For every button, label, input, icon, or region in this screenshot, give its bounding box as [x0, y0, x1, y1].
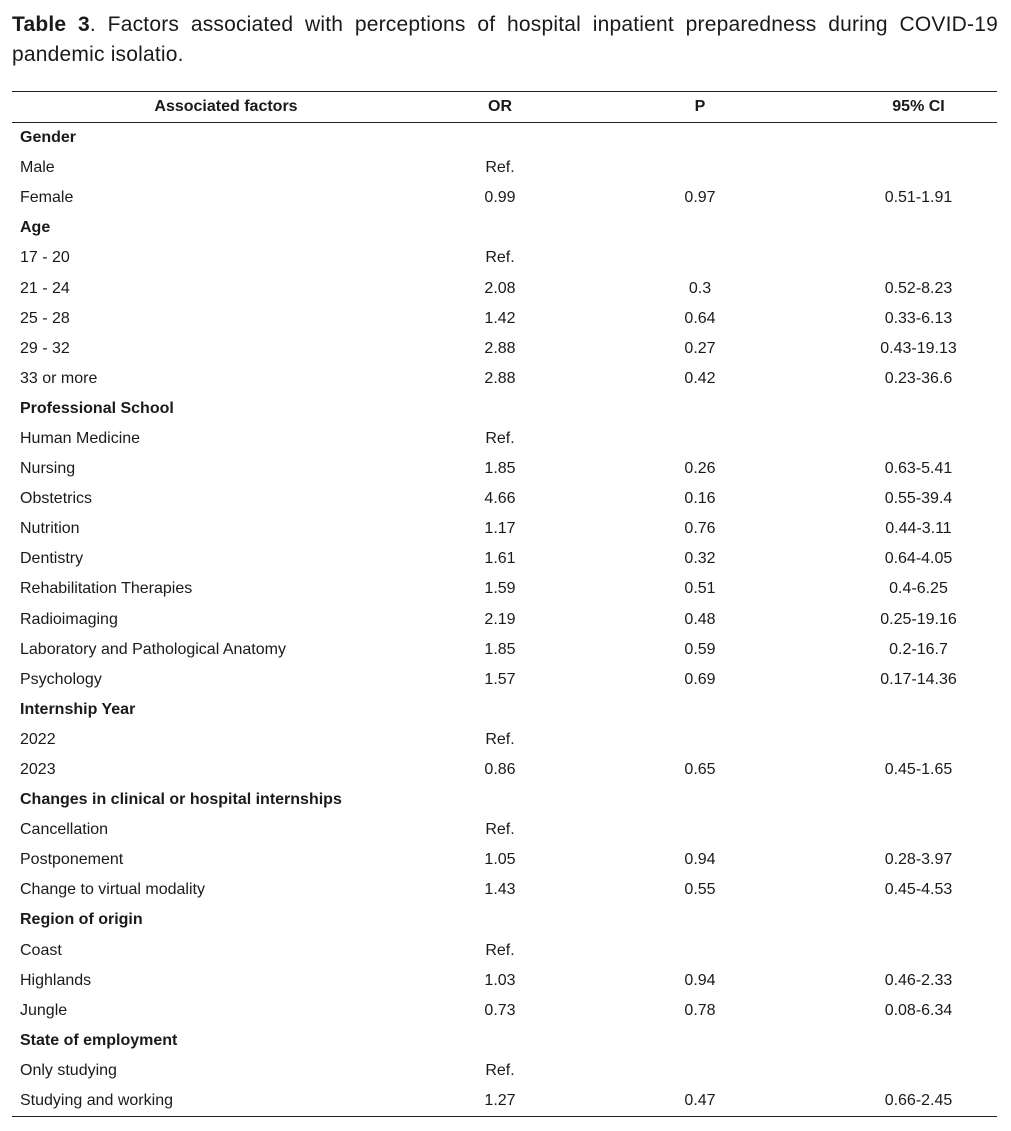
- ci-cell: 0.51-1.91: [884, 189, 953, 207]
- ci-cell: 0.45-4.53: [884, 881, 953, 899]
- ci-cell: [840, 123, 997, 154]
- factor-cell: Rehabilitation Therapies: [20, 580, 193, 598]
- factor-cell: Obstetrics: [20, 490, 93, 508]
- ci-cell: [840, 424, 997, 454]
- or-cell: Ref.: [485, 1061, 515, 1079]
- factor-cell: Psychology: [20, 670, 102, 688]
- p-value-cell: 0.94: [684, 971, 716, 989]
- group-header-row: [12, 785, 997, 815]
- ci-cell: [840, 394, 997, 424]
- factor-cell: Studying and working: [12, 1086, 440, 1117]
- p-value-cell: 0.69: [684, 670, 716, 688]
- table-row: [12, 845, 997, 875]
- header-or: OR: [440, 92, 560, 123]
- p-value-cell: 0.42: [684, 369, 716, 387]
- or-cell: [440, 123, 560, 154]
- table-row: [12, 243, 997, 273]
- p-value-cell: [560, 1026, 840, 1056]
- or-cell: Ref.: [485, 821, 515, 839]
- or-cell: Ref.: [485, 159, 515, 177]
- factor-cell: Laboratory and Pathological Anatomy: [20, 640, 286, 658]
- or-cell: 0.73: [484, 1001, 516, 1019]
- factor-cell: Postponement: [20, 851, 124, 869]
- factor-cell: Internship Year: [20, 700, 136, 718]
- or-cell: 2.88: [484, 339, 516, 357]
- group-header-row: [12, 123, 997, 154]
- p-value-cell: [560, 394, 840, 424]
- table-row: [12, 304, 997, 334]
- factor-cell: Coast: [20, 941, 62, 959]
- or-cell: 1.57: [484, 670, 516, 688]
- factor-cell: 2022: [20, 730, 56, 748]
- or-cell: 1.42: [484, 309, 516, 327]
- ci-cell: 0.55-39.4: [884, 490, 953, 508]
- table-row: [12, 364, 997, 394]
- p-value-cell: 0.55: [684, 881, 716, 899]
- table-label: Table 3: [12, 13, 90, 36]
- ci-cell: [840, 243, 997, 273]
- header-ci: 95% CI: [840, 92, 997, 123]
- or-cell: [440, 785, 560, 815]
- p-value-cell: 0.26: [684, 460, 716, 478]
- p-value-cell: 0.27: [684, 339, 716, 357]
- ci-cell: 0.33-6.13: [884, 309, 953, 327]
- table-caption: [12, 10, 998, 70]
- table-row: [12, 183, 997, 213]
- or-cell: 2.88: [484, 369, 516, 387]
- factor-cell: Age: [20, 219, 51, 237]
- table-row: [12, 635, 997, 665]
- ci-cell: 0.25-19.16: [880, 610, 957, 628]
- or-cell: [440, 695, 560, 725]
- group-header-row: [12, 1026, 997, 1056]
- p-value-cell: [560, 213, 840, 243]
- group-header-row: [12, 905, 997, 935]
- or-cell: Ref.: [485, 249, 515, 267]
- ci-cell: 0.4-6.25: [889, 580, 948, 598]
- or-cell: [440, 905, 560, 935]
- table-row: [12, 665, 997, 695]
- table-row: [12, 936, 997, 966]
- or-cell: [440, 1026, 560, 1056]
- or-cell: 2.08: [484, 279, 516, 297]
- or-cell: 1.03: [484, 971, 516, 989]
- ci-cell: 0.17-14.36: [880, 670, 957, 688]
- or-cell: 2.19: [484, 610, 516, 628]
- or-cell: Ref.: [485, 429, 515, 447]
- ci-cell: 0.64-4.05: [884, 550, 953, 568]
- ci-cell: [840, 1056, 997, 1086]
- factor-cell: Nutrition: [20, 520, 80, 538]
- factor-cell: Highlands: [20, 971, 92, 989]
- ci-cell: 0.52-8.23: [884, 279, 953, 297]
- or-cell: 1.17: [484, 520, 516, 538]
- table-row: [12, 1086, 997, 1117]
- factor-cell: Dentistry: [20, 550, 84, 568]
- table-row: [12, 424, 997, 454]
- factor-cell: Changes in clinical or hospital internships: [20, 791, 342, 809]
- p-value-cell: [560, 243, 840, 273]
- ci-cell: [840, 1026, 997, 1056]
- factor-cell: Jungle: [20, 1001, 68, 1019]
- table-row: [12, 1056, 997, 1086]
- p-value-cell: 0.76: [684, 520, 716, 538]
- p-value-cell: 0.64: [684, 309, 716, 327]
- factor-cell: Change to virtual modality: [20, 881, 205, 899]
- table-row: [12, 153, 997, 183]
- ci-cell: 0.46-2.33: [884, 971, 953, 989]
- factor-cell: 2023: [20, 761, 56, 779]
- or-cell: Ref.: [485, 730, 515, 748]
- ci-cell: 0.28-3.97: [884, 851, 953, 869]
- p-value-cell: 0.47: [560, 1086, 840, 1117]
- or-cell: [440, 213, 560, 243]
- table-row: [12, 544, 997, 574]
- p-value-cell: 0.65: [684, 761, 716, 779]
- or-cell: 1.05: [484, 851, 516, 869]
- table-header-row: [12, 92, 997, 123]
- group-header-row: [12, 695, 997, 725]
- or-cell: [440, 394, 560, 424]
- factor-cell: 17 - 20: [20, 249, 70, 267]
- p-value-cell: [560, 785, 840, 815]
- table-row: [12, 574, 997, 604]
- or-cell: 4.66: [484, 490, 516, 508]
- factor-cell: 25 - 28: [20, 309, 70, 327]
- ci-cell: 0.45-1.65: [884, 761, 953, 779]
- factor-cell: 21 - 24: [20, 279, 70, 297]
- factor-cell: Male: [20, 159, 55, 177]
- factor-cell: Region of origin: [20, 911, 143, 929]
- p-value-cell: [560, 695, 840, 725]
- p-value-cell: [560, 905, 840, 935]
- table-row: [12, 334, 997, 364]
- ci-cell: [840, 695, 997, 725]
- p-value-cell: [560, 936, 840, 966]
- or-cell: 0.86: [484, 761, 516, 779]
- table-row: [12, 966, 997, 996]
- factor-cell: Cancellation: [20, 821, 109, 839]
- group-header-row: [12, 213, 997, 243]
- factor-cell: Female: [20, 189, 74, 207]
- p-value-cell: 0.78: [684, 1001, 716, 1019]
- ci-cell: 0.2-16.7: [889, 640, 948, 658]
- ci-cell: 0.63-5.41: [884, 460, 953, 478]
- ci-cell: [840, 153, 997, 183]
- ci-cell: [840, 815, 997, 845]
- ci-cell: [840, 725, 997, 755]
- ci-cell: 0.23-36.6: [884, 369, 953, 387]
- table-row: [12, 514, 997, 544]
- ci-cell: 0.08-6.34: [884, 1001, 953, 1019]
- table-row: [12, 875, 997, 905]
- or-cell: 0.99: [484, 189, 516, 207]
- p-value-cell: [560, 815, 840, 845]
- factor-cell: Gender: [20, 129, 77, 147]
- factor-cell: Only studying: [20, 1061, 117, 1079]
- p-value-cell: [560, 153, 840, 183]
- ci-cell: [840, 213, 997, 243]
- table-row: [12, 996, 997, 1026]
- p-value-cell: 0.3: [688, 279, 712, 297]
- factor-cell: Radioimaging: [20, 610, 118, 628]
- ci-cell: 0.43-19.13: [880, 339, 957, 357]
- or-cell: 1.27: [440, 1086, 560, 1117]
- or-cell: 1.61: [484, 550, 516, 568]
- ci-cell: [840, 905, 997, 935]
- table-row: [12, 484, 997, 514]
- factor-cell: Professional School: [20, 399, 174, 417]
- group-header-row: [12, 394, 997, 424]
- ci-cell: [840, 785, 997, 815]
- or-cell: 1.85: [484, 640, 516, 658]
- ci-cell: 0.66-2.45: [840, 1086, 997, 1117]
- p-value-cell: 0.51: [684, 580, 716, 598]
- p-value-cell: 0.59: [684, 640, 716, 658]
- factor-cell: 33 or more: [20, 369, 98, 387]
- factor-cell: State of employment: [20, 1031, 178, 1049]
- p-value-cell: [560, 123, 840, 154]
- factor-cell: 29 - 32: [20, 339, 70, 357]
- results-table-container: [12, 91, 997, 1117]
- ci-cell: [840, 936, 997, 966]
- table-row: [12, 454, 997, 484]
- p-value-cell: [560, 1056, 840, 1086]
- p-value-cell: [560, 725, 840, 755]
- p-value-cell: 0.16: [684, 490, 716, 508]
- p-value-cell: 0.97: [684, 189, 716, 207]
- table-row: [12, 815, 997, 845]
- p-value-cell: [560, 424, 840, 454]
- header-associated-factors: Associated factors: [12, 92, 440, 123]
- header-p: P: [560, 92, 840, 123]
- p-value-cell: 0.32: [684, 550, 716, 568]
- table-caption-text: . Factors associated with perceptions of hospital inpatient preparedness during COVID-19 pandemic isolatio.: [12, 13, 998, 66]
- factor-cell: Nursing: [20, 460, 76, 478]
- table-body: [12, 123, 997, 1117]
- or-cell: 1.59: [484, 580, 516, 598]
- p-value-cell: 0.48: [684, 610, 716, 628]
- table-row: [12, 755, 997, 785]
- table-row: [12, 273, 997, 303]
- p-value-cell: 0.94: [684, 851, 716, 869]
- results-table: [12, 91, 997, 1117]
- table-row: [12, 605, 997, 635]
- or-cell: 1.85: [484, 460, 516, 478]
- ci-cell: 0.44-3.11: [885, 520, 952, 538]
- or-cell: 1.43: [484, 881, 516, 899]
- factor-cell: Human Medicine: [20, 429, 141, 447]
- or-cell: Ref.: [485, 941, 515, 959]
- table-row: [12, 725, 997, 755]
